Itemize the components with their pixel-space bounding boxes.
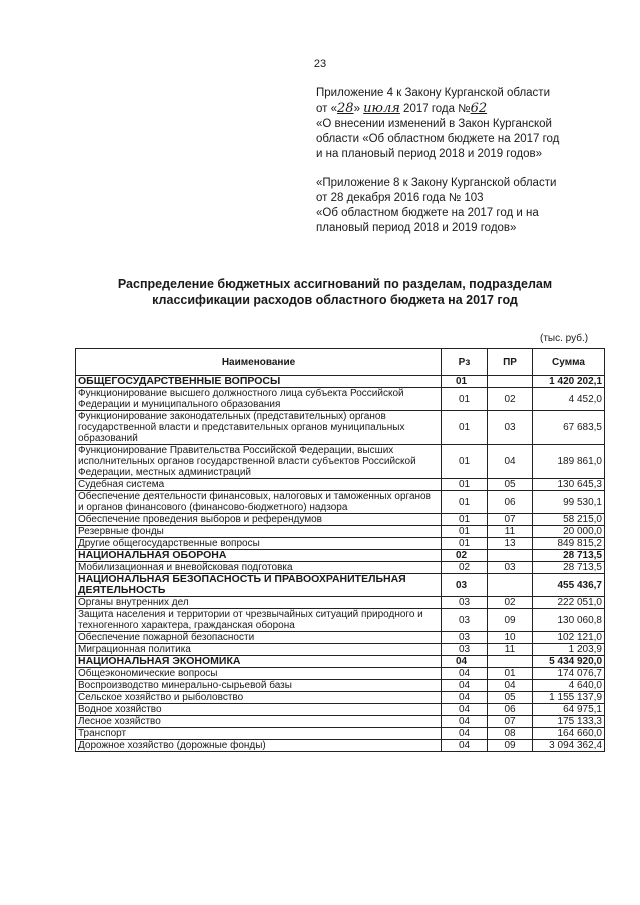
cell-name: Общеэкономические вопросы [76,668,442,680]
annex-original-line1: «Приложение 8 к Закону Курганской области [316,177,557,189]
cell-sum: 28 713,5 [533,550,605,562]
cell-pr: 13 [488,538,533,550]
cell-rz: 01 [442,388,488,411]
table-row [76,562,605,574]
annex-original-header [316,176,616,236]
annex-original-line3: «Об областном бюджете на 2017 год и на [316,207,539,219]
table-row [76,445,605,479]
table-row [76,716,605,728]
table-row [76,538,605,550]
cell-rz: 04 [442,716,488,728]
cell-sum: 849 815,2 [533,538,605,550]
cell-name: ОБЩЕГОСУДАРСТВЕННЫЕ ВОПРОСЫ [76,376,442,388]
cell-rz: 04 [442,740,488,752]
table-row [76,526,605,538]
cell-name: Миграционная политика [76,644,442,656]
table-row [76,609,605,632]
cell-rz: 04 [442,692,488,704]
cell-sum: 175 133,3 [533,716,605,728]
cell-rz: 04 [442,680,488,692]
annex-current-header [316,86,616,162]
cell-name: НАЦИОНАЛЬНАЯ БЕЗОПАСНОСТЬ И ПРАВООХРАНИТЕЛЬНАЯ ДЕЯТЕЛЬНОСТЬ [76,574,442,597]
annex-original-line2: от 28 декабря 2016 года № 103 [316,192,484,204]
handwritten-law-number: 62 [470,101,488,116]
table-row [76,644,605,656]
table-row [76,597,605,609]
table-row [76,668,605,680]
table-row [76,632,605,644]
annex-current-line3: «О внесении изменений в Закон Курганской [316,118,552,130]
cell-pr: 05 [488,692,533,704]
cell-sum: 3 094 362,4 [533,740,605,752]
cell-sum: 1 155 137,9 [533,692,605,704]
cell-sum: 130 645,3 [533,479,605,491]
cell-pr [488,550,533,562]
cell-rz: 01 [442,526,488,538]
table-row [76,692,605,704]
cell-sum: 58 215,0 [533,514,605,526]
cell-name: Транспорт [76,728,442,740]
table-row [76,411,605,445]
cell-name: Лесное хозяйство [76,716,442,728]
section-row [76,574,605,597]
cell-name: Обеспечение проведения выборов и референдумов [76,514,442,526]
cell-pr: 09 [488,740,533,752]
cell-pr: 02 [488,597,533,609]
cell-rz: 04 [442,656,488,668]
cell-name: Обеспечение деятельности финансовых, налоговых и таможенных органов и органов финансового (финансово-бюджетного) надзора [76,491,442,514]
cell-sum: 130 060,8 [533,609,605,632]
cell-name: НАЦИОНАЛЬНАЯ ЭКОНОМИКА [76,656,442,668]
cell-pr: 03 [488,411,533,445]
cell-sum: 67 683,5 [533,411,605,445]
cell-sum: 222 051,0 [533,597,605,609]
cell-pr: 10 [488,632,533,644]
table-row [76,740,605,752]
cell-pr: 02 [488,388,533,411]
cell-pr: 05 [488,479,533,491]
units-label: (тыс. руб.) [540,333,589,344]
cell-pr [488,376,533,388]
cell-sum: 1 420 202,1 [533,376,605,388]
cell-rz: 04 [442,668,488,680]
table-body [76,376,605,752]
cell-rz: 03 [442,597,488,609]
section-row [76,550,605,562]
cell-pr: 04 [488,445,533,479]
header-pr: ПР [488,349,533,376]
table-row [76,491,605,514]
cell-name: Судебная система [76,479,442,491]
cell-sum: 64 975,1 [533,704,605,716]
cell-rz: 01 [442,479,488,491]
cell-rz: 03 [442,632,488,644]
cell-name: Мобилизационная и вневойсковая подготовка [76,562,442,574]
table-row [76,514,605,526]
cell-pr: 06 [488,704,533,716]
cell-pr: 03 [488,562,533,574]
cell-pr: 08 [488,728,533,740]
cell-pr: 06 [488,491,533,514]
annex-current-line1: Приложение 4 к Закону Курганской области [316,87,550,99]
cell-name: НАЦИОНАЛЬНАЯ ОБОРОНА [76,550,442,562]
table-row [76,479,605,491]
cell-rz: 01 [442,538,488,550]
cell-pr [488,656,533,668]
header-name: Наименование [76,349,442,376]
cell-rz: 01 [442,445,488,479]
cell-sum: 4 640,0 [533,680,605,692]
cell-sum: 99 530,1 [533,491,605,514]
cell-name: Резервные фонды [76,526,442,538]
cell-name: Обеспечение пожарной безопасности [76,632,442,644]
section-row [76,376,605,388]
cell-rz: 03 [442,574,488,597]
cell-rz: 02 [442,550,488,562]
cell-name: Защита населения и территории от чрезвычайных ситуаций природного и техногенного характера, гражданская оборона [76,609,442,632]
annex-current-date-prefix: от « [316,103,338,115]
cell-name: Дорожное хозяйство (дорожные фонды) [76,740,442,752]
annex-original-line4: плановый период 2018 и 2019 годов» [316,222,517,234]
cell-name: Другие общегосударственные вопросы [76,538,442,550]
page-number: 23 [313,58,327,70]
cell-rz: 01 [442,514,488,526]
table-row [76,728,605,740]
cell-pr: 07 [488,514,533,526]
cell-sum: 4 452,0 [533,388,605,411]
title-line1: Распределение бюджетных ассигнований по разделам, подразделам [117,277,553,291]
cell-name: Водное хозяйство [76,704,442,716]
cell-rz: 01 [442,376,488,388]
cell-rz: 04 [442,704,488,716]
cell-name: Органы внутренних дел [76,597,442,609]
budget-table [75,348,605,752]
document-title [70,276,600,308]
cell-pr: 11 [488,644,533,656]
annex-current-line5: и на плановый период 2018 и 2019 годов» [316,148,542,160]
cell-sum: 174 076,7 [533,668,605,680]
annex-current-date-line [316,101,616,117]
table-row [76,388,605,411]
cell-rz: 02 [442,562,488,574]
cell-rz: 04 [442,728,488,740]
header-sum: Сумма [533,349,605,376]
cell-pr: 09 [488,609,533,632]
cell-rz: 01 [442,411,488,445]
table-header-row [76,349,605,376]
cell-pr: 01 [488,668,533,680]
cell-pr: 07 [488,716,533,728]
table-row [76,704,605,716]
handwritten-month: июля [363,101,400,116]
section-row [76,656,605,668]
cell-sum: 5 434 920,0 [533,656,605,668]
header-rz: Рз [442,349,488,376]
handwritten-day: 28 [337,101,354,116]
table-row [76,680,605,692]
cell-name: Функционирование Правительства Российской Федерации, высших исполнительных органов государственной власти субъектов Российской Федерации, местных администраций [76,445,442,479]
cell-sum: 102 121,0 [533,632,605,644]
title-line2: классификации расходов областного бюджета на 2017 год [152,293,518,307]
cell-rz: 03 [442,644,488,656]
cell-sum: 164 660,0 [533,728,605,740]
cell-rz: 01 [442,491,488,514]
cell-pr: 04 [488,680,533,692]
cell-sum: 189 861,0 [533,445,605,479]
cell-sum: 20 000,0 [533,526,605,538]
cell-pr: 11 [488,526,533,538]
annex-current-line4: области «Об областном бюджете на 2017 год [316,133,560,145]
cell-sum: 1 203,9 [533,644,605,656]
cell-sum: 28 713,5 [533,562,605,574]
annex-current-date-mid: » [353,103,364,115]
cell-name: Функционирование высшего должностного лица субъекта Российской Федерации и муниципального образования [76,388,442,411]
cell-name: Воспроизводство минерально-сырьевой базы [76,680,442,692]
annex-current-year: 2017 года № [399,103,471,115]
cell-rz: 03 [442,609,488,632]
cell-sum: 455 436,7 [533,574,605,597]
cell-pr [488,574,533,597]
cell-name: Сельское хозяйство и рыболовство [76,692,442,704]
cell-name: Функционирование законодательных (представительных) органов государственной власти и представительных органов муниципальных образований [76,411,442,445]
